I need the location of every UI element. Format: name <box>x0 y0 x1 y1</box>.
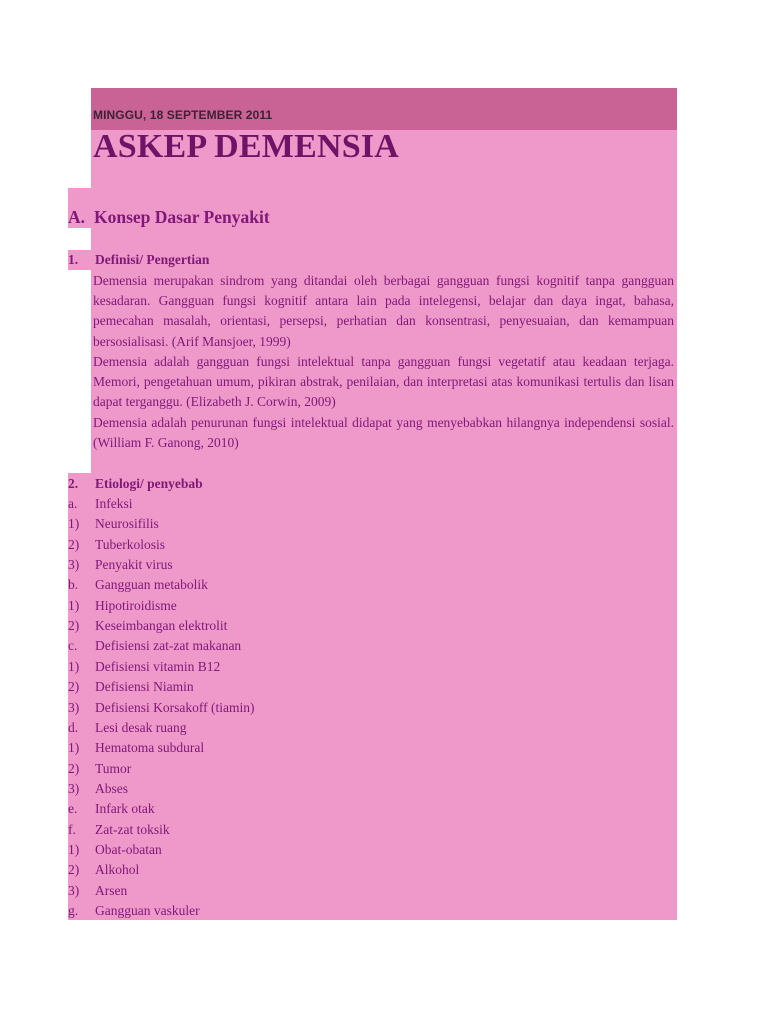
list-item <box>68 636 241 656</box>
section-heading <box>68 207 270 228</box>
list-text: Hematoma subdural <box>95 740 205 756</box>
list-item <box>68 657 220 677</box>
list-marker: 1) <box>68 516 80 532</box>
list-marker: 2) <box>68 618 80 634</box>
list-text: Infeksi <box>95 496 133 511</box>
content-background <box>91 130 677 920</box>
post-date: MINGGU, 18 SEPTEMBER 2011 <box>93 108 273 122</box>
list-text: Defisiensi Niamin <box>95 679 194 695</box>
section-label: Konsep Dasar Penyakit <box>94 207 270 227</box>
list-text: Gangguan vaskuler <box>95 903 200 918</box>
list-text: Obat-obatan <box>95 841 162 857</box>
subsection-number: 2. <box>68 476 79 491</box>
subsection-label: Etiologi/ penyebab <box>95 476 203 491</box>
list-text: Lesi desak ruang <box>95 719 187 735</box>
list-item <box>68 799 155 819</box>
list-marker: 2) <box>68 862 80 878</box>
list-item <box>68 718 186 738</box>
list-item <box>68 820 170 840</box>
list-item <box>68 881 127 901</box>
paragraph: Demensia merupakan sindrom yang ditandai oleh berbagai gangguan fungsi kognitif tanpa gangguan kesadaran. Gangguan fungsi kognitif antara lain pada intelegensi, belajar dan daya ingat, bahasa, pemecahan masalah, orientasi, persepsi, perhatian dan konsentrasi, penyesuaian, dan kemampuan bersosialisasi. (Arif Mansjoer, 1999) <box>93 273 674 349</box>
list-marker: 3) <box>68 699 80 715</box>
list-item <box>68 575 208 595</box>
list-item <box>68 514 159 534</box>
list-text: Defisiensi zat-zat makanan <box>95 638 242 654</box>
list-marker: 2) <box>68 679 80 695</box>
list-marker: 3) <box>68 780 80 796</box>
paragraph: Demensia adalah penurunan fungsi intelektual didapat yang menyebabkan hilangnya independensi sosial. (William F. Ganong, 2010) <box>93 415 674 451</box>
list-item <box>68 535 165 555</box>
list-text: Gangguan metabolik <box>95 577 208 593</box>
list-marker: 1) <box>68 658 80 674</box>
list-item <box>68 616 227 636</box>
list-text: Arsen <box>95 882 128 898</box>
list-text: Zat-zat toksik <box>95 821 170 837</box>
list-item <box>68 901 200 921</box>
list-text: Abses <box>95 780 128 796</box>
list-marker: 1) <box>68 597 80 613</box>
list-marker: 1) <box>68 841 80 857</box>
list-text: Defisiensi vitamin B12 <box>95 658 221 674</box>
list-marker: b. <box>68 577 79 593</box>
list-item <box>68 840 162 860</box>
list-item <box>68 860 139 880</box>
list-marker: g. <box>68 903 79 918</box>
section-number: A. <box>68 207 86 227</box>
list-marker: 2) <box>68 536 80 552</box>
list-text: Hipotiroidisme <box>95 597 177 613</box>
list-marker: a. <box>68 496 78 511</box>
list-text: Tuberkolosis <box>95 536 166 552</box>
list-text: Neurosifilis <box>95 516 159 532</box>
list-marker: 3) <box>68 882 80 898</box>
post-title: ASKEP DEMENSIA <box>93 128 400 165</box>
list-text: Tumor <box>95 760 132 776</box>
paragraph: Demensia adalah gangguan fungsi intelektual tanpa gangguan fungsi vegetatif atau keadaan terjaga. Memori, pengetahuan umum, pikiran abstrak, penilaian, dan interpretasi atas komunikasi tertulis dan lisan dapat terganggu. (Elizabeth J. Corwin, 2009) <box>93 354 674 410</box>
list-text: Keseimbangan elektrolit <box>95 618 228 634</box>
subsection-label: Definisi/ Pengertian <box>95 252 210 267</box>
list-item <box>68 677 194 697</box>
list-marker: 2) <box>68 760 80 776</box>
list-item <box>68 738 204 758</box>
list-marker: e. <box>68 801 78 817</box>
list-item <box>68 759 131 779</box>
list-item <box>68 555 173 575</box>
list-item <box>68 698 254 718</box>
subsection-heading <box>68 252 209 268</box>
list-marker: f. <box>68 821 76 837</box>
list-item <box>68 494 133 514</box>
list-marker: c. <box>68 638 78 654</box>
list-text: Defisiensi Korsakoff (tiamin) <box>95 699 255 715</box>
list-item <box>68 779 128 799</box>
list-text: Alkohol <box>95 862 140 878</box>
list-text: Penyakit virus <box>95 557 173 573</box>
list-marker: d. <box>68 719 79 735</box>
subsection-heading <box>68 476 203 492</box>
list-text: Infark otak <box>95 801 155 817</box>
list-marker: 1) <box>68 740 80 756</box>
subsection-number: 1. <box>68 252 79 267</box>
list-item <box>68 596 177 616</box>
list-marker: 3) <box>68 557 80 573</box>
